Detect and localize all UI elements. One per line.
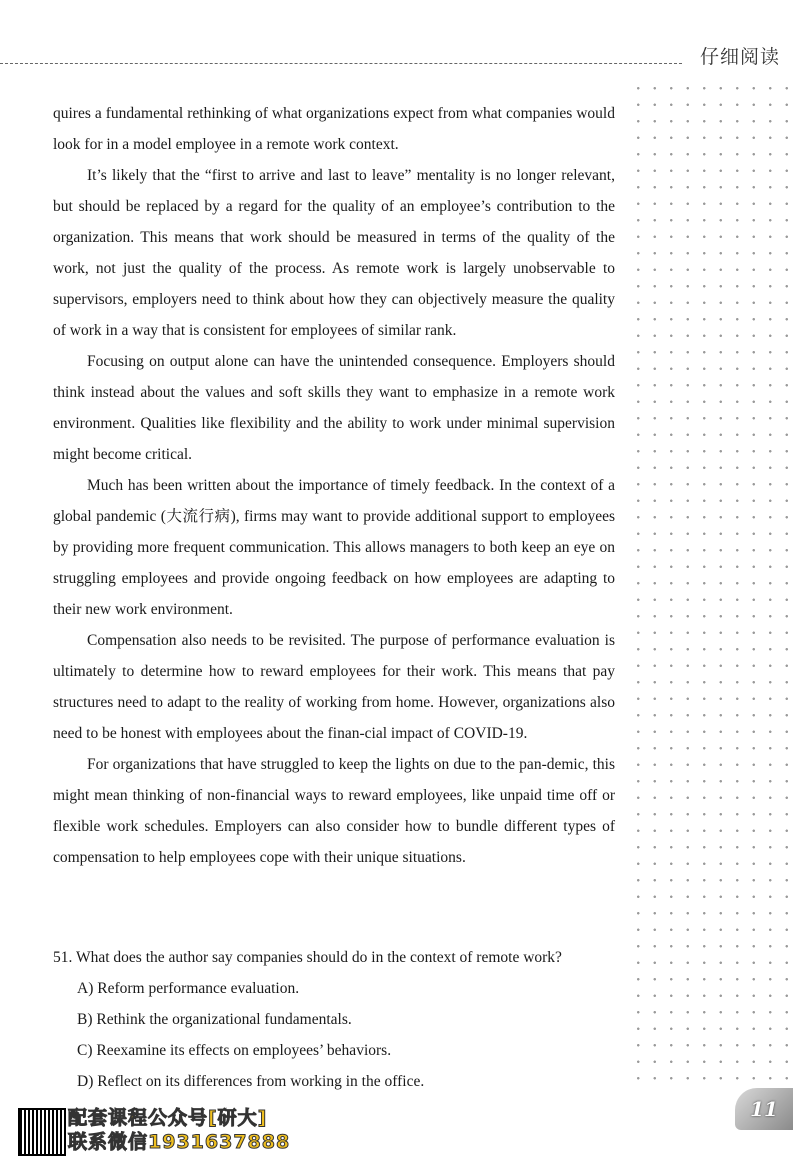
option-d[interactable]: D) Reflect on its differences from working in the office.	[77, 1073, 425, 1090]
passage-paragraph-4: Much has been written about the importance of timely feedback. In the context of a global pandemic (大流行病), firms may want to provide additional support to employees by providing more frequent communication. This allows managers to both keep an eye on struggling employees and provide ongoing feedback on how employees are adapting to their new work environment.	[53, 477, 615, 618]
answer-options	[53, 973, 623, 1097]
option-a[interactable]: A) Reform performance evaluation.	[77, 980, 300, 997]
passage	[53, 98, 615, 873]
page-number: 11	[750, 1097, 778, 1121]
section-label: 仔细阅读	[700, 46, 781, 68]
watermark-line-1: 配套课程公众号[研大]	[68, 1107, 268, 1129]
dot-grid-margin	[630, 80, 790, 1080]
qr-code-icon	[18, 1108, 66, 1156]
option-c[interactable]: C) Reexamine its effects on employees’ behaviors.	[77, 1042, 392, 1059]
passage-paragraph-1: quires a fundamental rethinking of what organizations expect from what companies would look for in a model employee in a remote work context.	[53, 105, 615, 153]
page-number-tab	[735, 1088, 793, 1130]
passage-paragraph-6: For organizations that have struggled to keep the lights on due to the pan-demic, this might mean thinking of non-financial ways to reward employees, like unpaid time off or flexible work schedules. Employers can also consider how to bundle different types of compensation to help employees cope with their unique situations.	[53, 756, 615, 866]
question-51	[53, 942, 623, 1097]
option-b[interactable]: B) Rethink the organizational fundamentals.	[77, 1011, 352, 1028]
passage-paragraph-3: Focusing on output alone can have the unintended consequence. Employers should think instead about the values and soft skills they want to emphasize in a remote work environment. Qualities like flexibility and the ability to work under minimal supervision might become critical.	[53, 353, 615, 463]
question-stem: 51. What does the author say companies should do in the context of remote work?	[53, 949, 562, 966]
watermark-line-2: 联系微信1931637888	[68, 1131, 291, 1153]
header-rule	[0, 63, 682, 64]
passage-paragraph-5: Compensation also needs to be revisited. The purpose of performance evaluation is ultimately to determine how to reward employees for their work. This means that pay structures need to adapt to the reality of working from home. However, organizations also need to be honest with employees about the finan-cial impact of COVID-19.	[53, 632, 615, 742]
passage-paragraph-2: It’s likely that the “first to arrive and last to leave” mentality is no longer relevant, but should be replaced by a regard for the quality of an employee’s contribution to the organization. This means that work should be measured in terms of the quality of the work, not just the quality of the process. As remote work is largely unobservable to supervisors, employers need to think about how they can objectively measure the quality of work in a way that is consistent for employees of similar rank.	[53, 167, 615, 339]
watermark	[68, 1106, 290, 1154]
